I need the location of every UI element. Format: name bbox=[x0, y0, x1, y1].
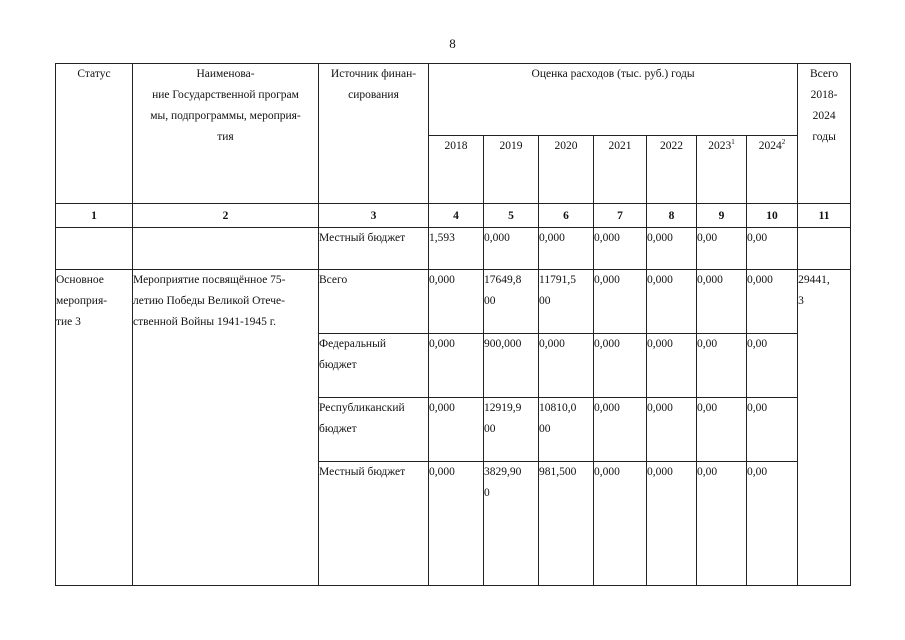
value-line: 0,000 bbox=[594, 402, 620, 414]
value-line: 00 bbox=[539, 295, 551, 307]
value-cell bbox=[747, 398, 798, 462]
column-number: 3 bbox=[319, 204, 429, 228]
value-line: 0 bbox=[484, 487, 490, 499]
value-line: 0,000 bbox=[594, 274, 620, 286]
value-cell bbox=[697, 462, 747, 586]
header-name: Наименова- ние Государственной програм мы, подпрограммы, мероприя- тия bbox=[133, 64, 319, 204]
funding-source bbox=[319, 462, 429, 586]
value-cell bbox=[594, 334, 647, 398]
funding-source-line: Федеральный bbox=[319, 338, 386, 350]
funding-source bbox=[319, 334, 429, 398]
funding-source-line: бюджет bbox=[319, 423, 357, 435]
value-cell bbox=[697, 398, 747, 462]
value-line: 00 bbox=[484, 295, 496, 307]
value-line: 0,000 bbox=[647, 466, 673, 478]
value-cell bbox=[484, 398, 539, 462]
header-estimate: Оценка расходов (тыс. руб.) годы bbox=[429, 64, 798, 136]
value-cell bbox=[429, 462, 484, 586]
value-line: 0,000 bbox=[429, 402, 455, 414]
year-header-2023 bbox=[697, 136, 747, 204]
column-number: 1 bbox=[56, 204, 133, 228]
value-cell bbox=[647, 398, 697, 462]
value-cell bbox=[539, 270, 594, 334]
value-line: 0,000 bbox=[539, 338, 565, 350]
column-number: 2 bbox=[133, 204, 319, 228]
year-footnote-mark: 1 bbox=[731, 138, 735, 147]
total-line: 29441, bbox=[798, 274, 830, 286]
value-line: 0,000 bbox=[647, 274, 673, 286]
year-header-2019 bbox=[484, 136, 539, 204]
budget-table bbox=[55, 63, 851, 586]
header-status: Статус bbox=[56, 64, 133, 204]
value-line: 00 bbox=[484, 423, 496, 435]
value-cell bbox=[484, 334, 539, 398]
value-line: 0,000 bbox=[747, 274, 773, 286]
value-line: 900,000 bbox=[484, 338, 522, 350]
value-cell bbox=[594, 398, 647, 462]
value-line: 0,00 bbox=[697, 338, 718, 350]
measure-name: Мероприятие посвящённое 75- летию Победы Великой Отече- ственной Войны 1941-1945 г. bbox=[133, 270, 319, 586]
value-cell: 0,000 bbox=[539, 228, 594, 270]
value-cell bbox=[539, 462, 594, 586]
value-cell bbox=[539, 398, 594, 462]
value-line: 0,000 bbox=[594, 338, 620, 350]
value-cell bbox=[747, 462, 798, 586]
value-line: 0,000 bbox=[697, 274, 723, 286]
value-cell: 1,593 bbox=[429, 228, 484, 270]
value-cell: 0,000 bbox=[647, 228, 697, 270]
funding-source-line: бюджет bbox=[319, 359, 357, 371]
value-cell bbox=[429, 270, 484, 334]
value-cell bbox=[747, 270, 798, 334]
year-label: 2020 bbox=[554, 140, 578, 152]
value-line: 11791,5 bbox=[539, 274, 576, 286]
funding-source-line: Республиканский bbox=[319, 402, 405, 414]
value-cell bbox=[594, 270, 647, 334]
year-header-2024 bbox=[747, 136, 798, 204]
value-line: 0,00 bbox=[747, 338, 768, 350]
value-line: 0,000 bbox=[429, 338, 455, 350]
value-cell: 0,00 bbox=[747, 228, 798, 270]
year-header-2020 bbox=[539, 136, 594, 204]
value-line: 0,000 bbox=[594, 466, 620, 478]
value-line: 0,00 bbox=[697, 402, 718, 414]
page-number: 8 bbox=[449, 36, 456, 51]
value-line: 0,000 bbox=[647, 402, 673, 414]
value-cell bbox=[539, 334, 594, 398]
column-number: 4 bbox=[429, 204, 484, 228]
continuation-name-cell bbox=[133, 228, 319, 270]
value-cell bbox=[697, 334, 747, 398]
column-number: 5 bbox=[484, 204, 539, 228]
value-cell bbox=[484, 462, 539, 586]
value-cell bbox=[647, 334, 697, 398]
value-line: 0,000 bbox=[429, 466, 455, 478]
value-cell: 0,00 bbox=[697, 228, 747, 270]
continuation-source: Местный бюджет bbox=[319, 228, 429, 270]
value-cell bbox=[697, 270, 747, 334]
value-line: 0,00 bbox=[697, 466, 718, 478]
column-number: 7 bbox=[594, 204, 647, 228]
value-cell bbox=[647, 462, 697, 586]
funding-source-line: Местный бюджет bbox=[319, 466, 406, 478]
year-label: 2019 bbox=[499, 140, 523, 152]
value-cell bbox=[429, 398, 484, 462]
value-cell bbox=[647, 270, 697, 334]
measure-total bbox=[798, 270, 851, 586]
value-cell bbox=[429, 334, 484, 398]
header-total: Всего 2018- 2024 годы bbox=[798, 64, 851, 204]
year-label: 2021 bbox=[608, 140, 632, 152]
value-cell bbox=[484, 270, 539, 334]
year-label: 2018 bbox=[444, 140, 468, 152]
value-cell bbox=[747, 334, 798, 398]
column-number: 10 bbox=[747, 204, 798, 228]
value-line: 0,000 bbox=[429, 274, 455, 286]
total-line: 3 bbox=[798, 295, 804, 307]
year-footnote-mark: 2 bbox=[781, 138, 786, 147]
year-header-2021 bbox=[594, 136, 647, 204]
year-label: 2024 bbox=[758, 140, 782, 152]
funding-source-line: Всего bbox=[319, 274, 348, 286]
column-number: 9 bbox=[697, 204, 747, 228]
value-line: 12919,9 bbox=[484, 402, 522, 414]
column-number: 11 bbox=[798, 204, 851, 228]
value-cell: 0,000 bbox=[594, 228, 647, 270]
continuation-status-cell bbox=[56, 228, 133, 270]
funding-source bbox=[319, 398, 429, 462]
year-label: 2022 bbox=[660, 140, 683, 152]
value-line: 10810,0 bbox=[539, 402, 577, 414]
header-source: Источник финан- сирования bbox=[319, 64, 429, 204]
value-line: 00 bbox=[539, 423, 551, 435]
column-number: 6 bbox=[539, 204, 594, 228]
year-header-2018 bbox=[429, 136, 484, 204]
value-cell: 0,000 bbox=[484, 228, 539, 270]
value-line: 0,00 bbox=[747, 466, 768, 478]
value-line: 981,500 bbox=[539, 466, 577, 478]
continuation-total-cell bbox=[798, 228, 851, 270]
measure-status: Основное мероприя- тие 3 bbox=[56, 270, 133, 586]
value-line: 0,000 bbox=[647, 338, 673, 350]
value-line: 17649,8 bbox=[484, 274, 522, 286]
value-cell bbox=[594, 462, 647, 586]
year-header-2022 bbox=[647, 136, 697, 204]
column-number: 8 bbox=[647, 204, 697, 228]
year-label: 2023 bbox=[708, 140, 732, 152]
value-line: 3829,90 bbox=[484, 466, 522, 478]
funding-source bbox=[319, 270, 429, 334]
value-line: 0,00 bbox=[747, 402, 768, 414]
